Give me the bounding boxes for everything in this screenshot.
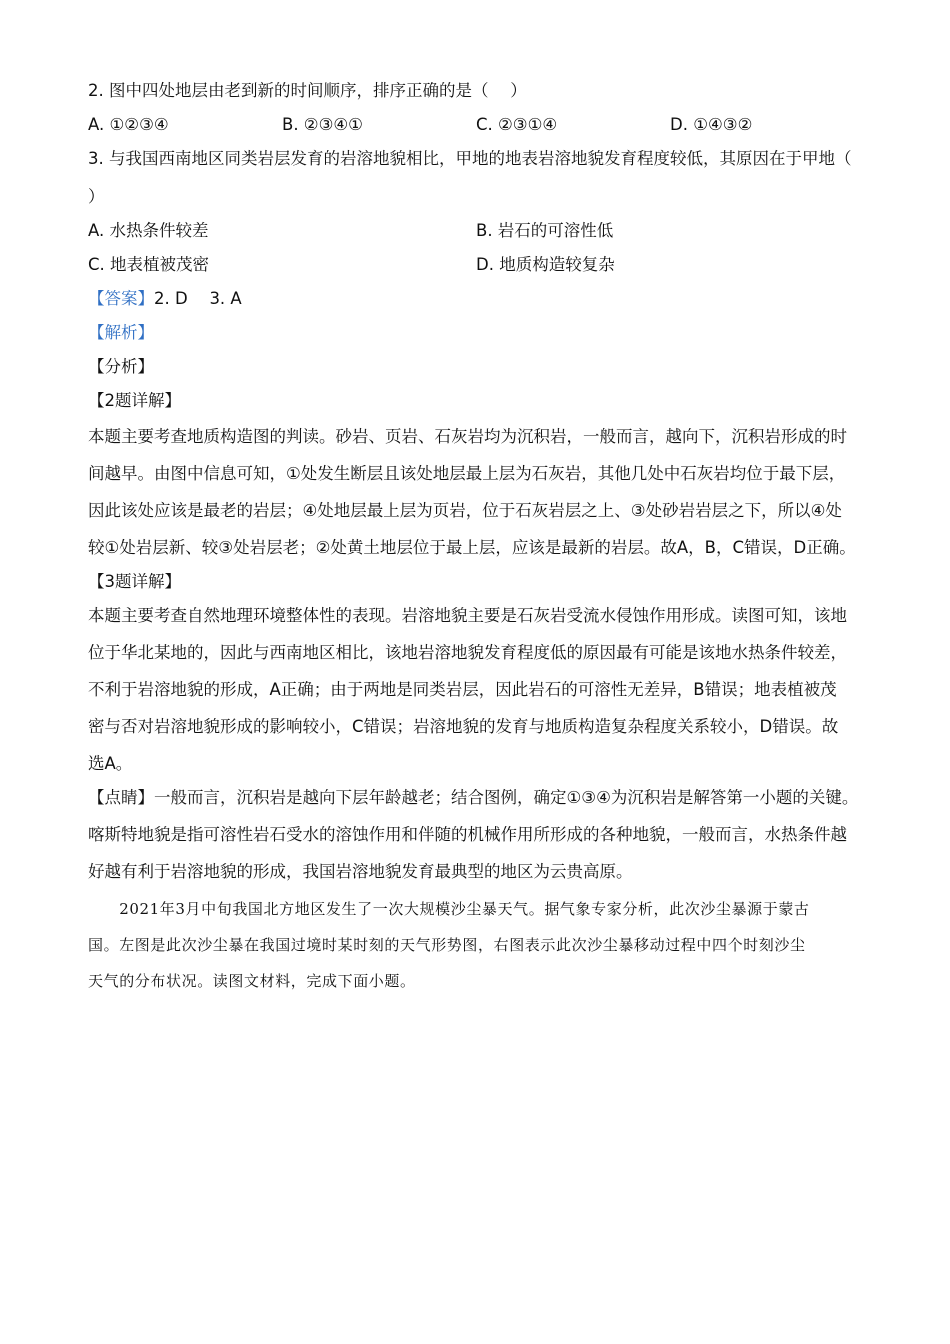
fenxi-header: 【分析】 [88,357,154,376]
detail-2-line: 本题主要考查地质构造图的判读。砂岩、页岩、石灰岩均为沉积岩，一般而言，越向下，沉积岩形成的时 [88,427,847,446]
material-line: 国。左图是此次沙尘暴在我国过境时某时刻的天气形势图，右图表示此次沙尘暴移动过程中四个时刻沙尘 [88,936,806,954]
dianjing-line: 【点睛】一般而言，沉积岩是越向下层年龄越老；结合图例，确定①③④为沉积岩是解答第一小题的关键。 [88,788,859,807]
material-line: 2021年3月中旬我国北方地区发生了一次大规模沙尘暴天气。据气象专家分析，此次沙尘暴源于蒙古 [88,900,810,918]
dianjing-line: 喀斯特地貌是指可溶性岩石受水的溶蚀作用和伴随的机械作用所形成的各种地貌，一般而言，水热条件越 [88,825,847,844]
question-3-stem: 3. 与我国西南地区同类岩层发育的岩溶地貌相比，甲地的地表岩溶地貌发育程度较低，其原因在于甲地（ [88,149,852,168]
q3-option-a: A. 水热条件较差 [88,221,209,240]
detail-2-header: 【2题详解】 [88,391,181,410]
question-2-stem: 2. 图中四处地层由老到新的时间顺序，排序正确的是（ ） [88,81,527,100]
q2-option-b: B. ②③④① [282,115,363,134]
dianjing-line: 好越有利于岩溶地貌的形成，我国岩溶地貌发育最典型的地区为云贵高原。 [88,862,633,881]
material-line: 天气的分布状况。读图文材料，完成下面小题。 [88,972,416,990]
q3-option-d: D. 地质构造较复杂 [476,255,615,274]
question-3-stem-cont: ） [88,187,105,206]
detail-2-line: 较①处岩层新、较③处岩层老；②处黄土地层位于最上层，应该是最新的岩层。故A，B，C错误，D正确。 [88,538,856,557]
q2-option-d: D. ①④③② [670,115,753,134]
analysis-tag: 【解析】 [88,323,154,342]
detail-3-line: 密与否对岩溶地貌形成的影响较小，C错误；岩溶地貌的发育与地质构造复杂程度关系较小，D错误。故 [88,717,839,736]
detail-3-line: 位于华北某地的，因此与西南地区相比，该地岩溶地貌发育程度低的原因最有可能是该地水热条件较差， [88,643,847,662]
detail-2-line: 间越早。由图中信息可知，①处发生断层且该处地层最上层为石灰岩，其他几处中石灰岩均位于最下层， [88,464,846,483]
detail-2-line: 因此该处应该是最老的岩层；④处地层最上层为页岩，位于石灰岩层之上、③处砂岩岩层之下，所以④处 [88,501,842,520]
q2-option-a: A. ①②③④ [88,115,169,134]
detail-3-line: 不利于岩溶地貌的形成，A正确；由于两地是同类岩层，因此岩石的可溶性无差异，B错误；地表植被茂 [88,680,837,699]
answer-line [88,288,242,310]
answer-tag: 【答案】 [88,289,154,308]
q3-option-c: C. 地表植被茂密 [88,255,210,274]
detail-3-header: 【3题详解】 [88,572,181,591]
q2-option-c: C. ②③①④ [476,115,558,134]
q3-option-b: B. 岩石的可溶性低 [476,221,614,240]
detail-3-line: 选A。 [88,754,133,773]
detail-3-line: 本题主要考查自然地理环境整体性的表现。岩溶地貌主要是石灰岩受流水侵蚀作用形成。读图可知，该地 [88,606,847,625]
answer-text: 2. D 3. A [154,289,242,308]
